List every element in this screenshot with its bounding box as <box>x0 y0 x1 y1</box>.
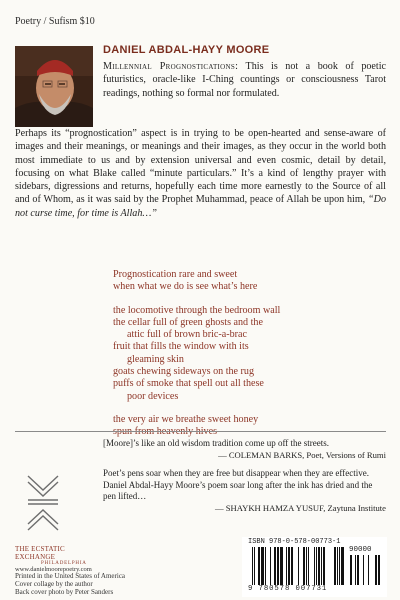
barcode-bar <box>286 547 287 585</box>
description-continued <box>15 127 386 220</box>
barcode-bar <box>368 555 369 585</box>
poem-line: Prognostication rare and sweet <box>113 269 238 280</box>
barcode-bar <box>298 547 299 585</box>
description-lead: Millennial Prognostications: <box>103 61 239 72</box>
description-text-rest: Perhaps its “prognostication” aspect is in trying to be open-hearted and sense-aware of images and their meanings, or meanings and their images, as they occur in the world both most immediate to us and by extension universal and even cosmic, detail by detail, focusing on what Blake called “minute particulars.” It’s a kind of lengthy prayer with sidebars, digressions and returns, hopefully each time more earnestly to the Source of all and of Whom, as it was said by the Prophet Muhammad, peace of Allah be upon him, <box>15 128 386 206</box>
blurb-quote <box>103 438 386 461</box>
barcode-price-code: 90000 <box>349 546 372 554</box>
barcode-bar <box>265 547 266 585</box>
barcode-bar <box>314 547 315 585</box>
barcode-bar <box>378 555 380 585</box>
author-name: DANIEL ABDAL-HAYY MOORE <box>103 44 270 56</box>
poem-line: the locomotive through the bedroom wall <box>113 304 281 316</box>
blurb-quote <box>103 468 386 514</box>
barcode-bar <box>318 547 320 585</box>
publisher-info <box>15 545 105 573</box>
barcode-bar <box>339 547 340 585</box>
barcode-bar <box>261 547 264 585</box>
barcode-bar <box>306 547 307 585</box>
barcode-bar <box>270 547 271 585</box>
barcode-bar <box>274 547 276 585</box>
print-credits <box>15 572 125 597</box>
barcode-bar <box>355 555 356 585</box>
poem-stanza <box>113 305 383 403</box>
credit-line: Cover collage by the author <box>15 580 93 589</box>
barcode-bar <box>316 547 317 585</box>
barcode-bar <box>350 555 352 585</box>
blurb-text: Poet’s pens soar when they are free but disappear when they are effective. Daniel Abdal-Hayy Moore’s poem soar long after the ink has dried and the pen lifted… <box>103 468 373 502</box>
publisher-name: THE ECSTATIC EXCHANGE <box>15 545 65 561</box>
barcode-bar <box>280 547 283 585</box>
poem-stanza <box>113 414 383 439</box>
publisher-logo-icon <box>22 470 64 540</box>
barcode-bar <box>277 547 279 585</box>
poem-line: gleaming skin <box>127 353 184 365</box>
barcode-bar <box>258 547 260 585</box>
poem-line: the very air we breathe sweet honey <box>113 413 259 425</box>
blurb-text: [Moore]’s like an old wisdom tradition come up off the streets. <box>103 438 330 448</box>
barcode-bar <box>303 547 305 585</box>
barcode-bar <box>323 547 325 585</box>
barcode-bar <box>291 547 293 585</box>
barcode-bar <box>357 555 359 585</box>
description-top <box>103 60 386 100</box>
author-photo <box>15 46 93 127</box>
barcode-bar <box>337 547 338 585</box>
barcode-bar <box>321 547 322 585</box>
description-text-top: This is not a book of poetic futuristics, oracle-like I-Ching countings or consciousness Tarot readings, nothing so formal nor formulated. <box>103 61 386 99</box>
publisher-website: www.danielmoorepoetry.com <box>15 566 92 573</box>
barcode-bar <box>341 547 344 585</box>
poem-line <box>113 426 383 438</box>
poem-line: the cellar full of green ghosts and the <box>113 316 263 328</box>
divider <box>15 431 386 432</box>
credit-line: Printed in the United States of America <box>15 572 126 580</box>
poem-line: puffs of smoke that spell out all these <box>113 378 264 390</box>
poem-line: fruit that fills the window with its <box>113 341 249 353</box>
poem-line: when what we do is see what’s here <box>113 281 258 293</box>
poem-line: goats chewing sideways on the rug <box>113 366 255 378</box>
poem-stanza <box>113 269 383 294</box>
poem-excerpt <box>113 269 383 450</box>
barcode-bar <box>308 547 309 585</box>
credit-line: Back cover photo by Peter Sanders <box>15 588 114 597</box>
barcode-bar <box>288 547 290 585</box>
barcode-bar <box>252 547 253 585</box>
poem-line: poor devices <box>127 390 179 402</box>
barcode-bar <box>375 555 377 585</box>
category-price-label: Poetry / Sufism $10 <box>15 16 95 27</box>
barcode-graphic <box>248 547 383 590</box>
blurb-attribution: — SHAYKH HAMZA YUSUF, Zaytuna Institute <box>214 502 386 513</box>
barcode-bar <box>254 547 255 585</box>
blurb-attribution: — COLEMAN BARKS, Poet, Versions of Rumi <box>218 449 386 460</box>
barcode-bar <box>363 555 364 585</box>
isbn-label: ISBN 978-0-578-00773-1 <box>248 538 341 546</box>
barcode-bar <box>334 547 336 585</box>
poem-line: attic full of brown bric-a-brac <box>127 329 247 341</box>
description-closing-quote: “Do not curse time, for time is Allah…” <box>15 194 386 219</box>
publisher-city: PHILADELPHIA <box>41 561 87 566</box>
barcode-digits: 9 780578 007731 <box>248 585 328 593</box>
